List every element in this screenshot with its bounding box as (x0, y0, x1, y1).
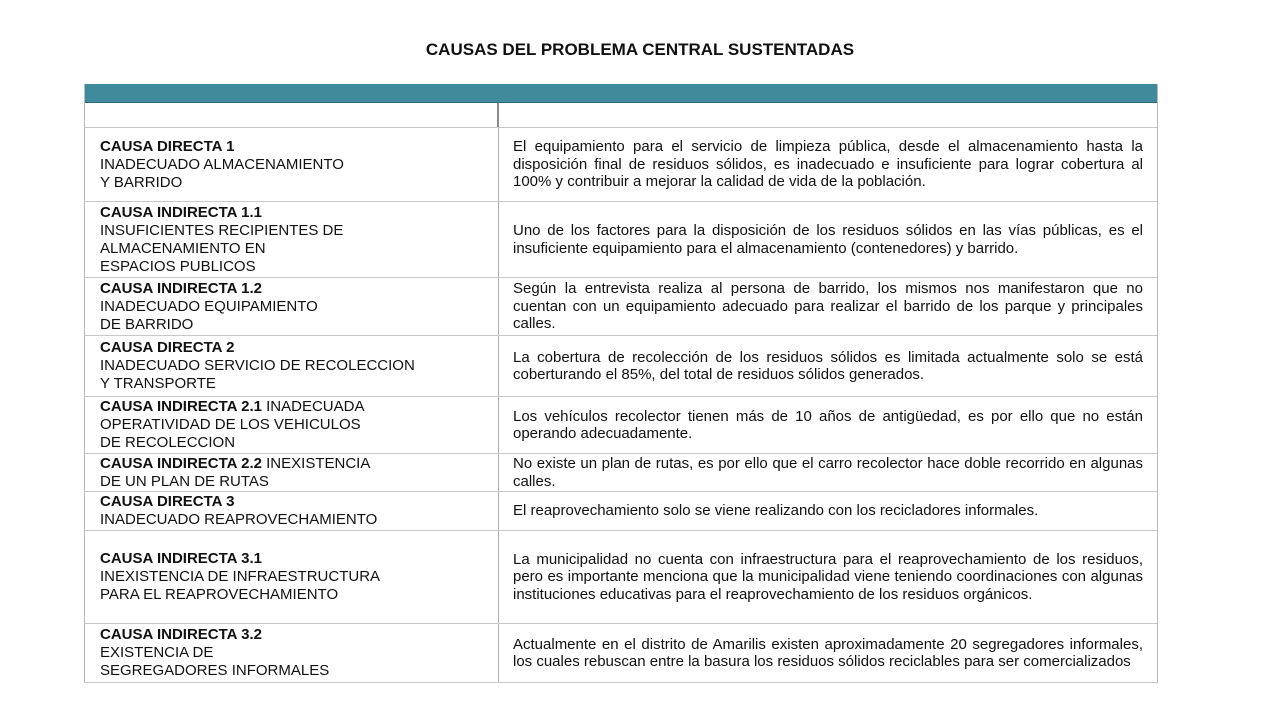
table-row (85, 624, 1157, 683)
empty-right-cell (499, 103, 1157, 127)
description-cell (499, 454, 1157, 491)
cause-line: Y TRANSPORTE (100, 375, 216, 392)
description-text: Uno de los factores para la disposición de los residuos sólidos en las vías públicas, es el insuficiente equipamiento para el almacenamiento (contenedores) y barrido. (513, 222, 1143, 257)
cause-line: INADECUADO SERVICIO DE RECOLECCION (100, 357, 415, 374)
description-text: La cobertura de recolección de los residuos sólidos es limitada actualmente solo se está coberturando el 85%, del total de residuos sólidos generados. (513, 348, 1143, 383)
table-row (85, 336, 1157, 397)
cause-cell (85, 202, 499, 277)
cause-cell (85, 531, 499, 623)
cause-title: CAUSA DIRECTA 2 (100, 339, 235, 356)
table-row (85, 454, 1157, 492)
cause-line: DE RECOLECCION (100, 434, 236, 451)
table-row (85, 202, 1157, 278)
table-empty-row (85, 103, 1157, 128)
description-text: Actualmente en el distrito de Amarilis existen aproximadamente 20 segregadores informales, los cuales rebuscan entre la basura los residuos sólidos reciclables para ser comercializados (513, 635, 1143, 670)
cause-line: EXISTENCIA DE (100, 644, 214, 661)
cause-line: Y BARRIDO (100, 173, 183, 191)
cause-line: PARA EL REAPROVECHAMIENTO (100, 586, 339, 603)
cause-line: OPERATIVIDAD DE LOS VEHICULOS (100, 416, 361, 433)
cause-line: DE BARRIDO (100, 315, 194, 333)
cause-title-rest: INEXISTENCIA (261, 454, 371, 472)
cause-title: CAUSA INDIRECTA 1.2 (100, 279, 262, 297)
description-cell (499, 397, 1157, 453)
cause-cell (85, 336, 499, 396)
cause-line: INADECUADO REAPROVECHAMIENTO (100, 511, 378, 528)
table-row (85, 531, 1157, 624)
description-cell (499, 624, 1157, 682)
description-cell (499, 278, 1157, 335)
description-text: El equipamiento para el servicio de limpieza pública, desde el almacenamiento hasta la disposición final de residuos sólidos, es inadecuado e insuficiente para lograr cobertura al 100% y contribuir a mejorar la calidad de vida de la población. (513, 138, 1143, 191)
description-cell (499, 128, 1157, 201)
cause-line: ESPACIOS PUBLICOS (100, 257, 256, 275)
table-row (85, 397, 1157, 454)
cause-line: INEXISTENCIA DE INFRAESTRUCTURA (100, 568, 381, 585)
cause-title: CAUSA INDIRECTA 3.2 (100, 626, 262, 643)
description-cell (499, 531, 1157, 623)
cause-cell (85, 128, 499, 201)
cause-line: INADECUADO ALMACENAMIENTO (100, 155, 344, 173)
description-cell (499, 492, 1157, 530)
table-row (85, 278, 1157, 336)
table-row (85, 492, 1157, 531)
description-cell (499, 336, 1157, 396)
table-header-band (85, 84, 1157, 103)
description-text: La municipalidad no cuenta con infraestructura para el reaprovechamiento de los residuos, pero es importante menciona que la municipalidad viene teniendo coordinaciones con algunas instituciones educativas para el reaprovechamiento de los residuos orgánicos. (513, 550, 1143, 603)
cause-title: CAUSA INDIRECTA 2.1 (100, 398, 262, 415)
empty-left-cell (85, 103, 499, 127)
cause-cell (85, 397, 499, 453)
cause-line: SEGREGADORES INFORMALES (100, 662, 330, 679)
cause-cell (85, 454, 499, 491)
page-title: CAUSAS DEL PROBLEMA CENTRAL SUSTENTADAS (425, 40, 855, 59)
cause-line: DE UN PLAN DE RUTAS (100, 472, 269, 490)
cause-cell (85, 624, 499, 682)
cause-title: CAUSA INDIRECTA 1.1 (100, 203, 262, 221)
cause-line: INSUFICIENTES RECIPIENTES DE (100, 221, 344, 239)
cause-cell (85, 492, 499, 530)
cause-title: CAUSA DIRECTA 3 (100, 493, 235, 510)
cause-line: ALMACENAMIENTO EN (100, 239, 266, 257)
description-cell (499, 202, 1157, 277)
description-text: El reaprovechamiento solo se viene realizando con los recicladores informales. (513, 502, 1039, 520)
description-text: Los vehículos recolector tienen más de 10 años de antigüedad, es por ello que no están operando adecuadamente. (513, 407, 1143, 442)
cause-title: CAUSA INDIRECTA 3.1 (100, 550, 262, 567)
table-row (85, 128, 1157, 202)
cause-title-rest: INADECUADA (261, 398, 365, 415)
cause-title: CAUSA DIRECTA 1 (100, 137, 235, 155)
description-text: Según la entrevista realiza al persona de barrido, los mismos nos manifestaron que no cuentan con un equipamiento adecuado para realizar el barrido de los parque y principales calles. (513, 280, 1143, 333)
cause-cell (85, 278, 499, 335)
cause-title: CAUSA INDIRECTA 2.2 (100, 454, 262, 472)
causes-table (84, 84, 1158, 683)
cause-line: INADECUADO EQUIPAMIENTO (100, 297, 318, 315)
description-text: No existe un plan de rutas, es por ello que el carro recolector hace doble recorrido en algunas calles. (513, 455, 1143, 490)
